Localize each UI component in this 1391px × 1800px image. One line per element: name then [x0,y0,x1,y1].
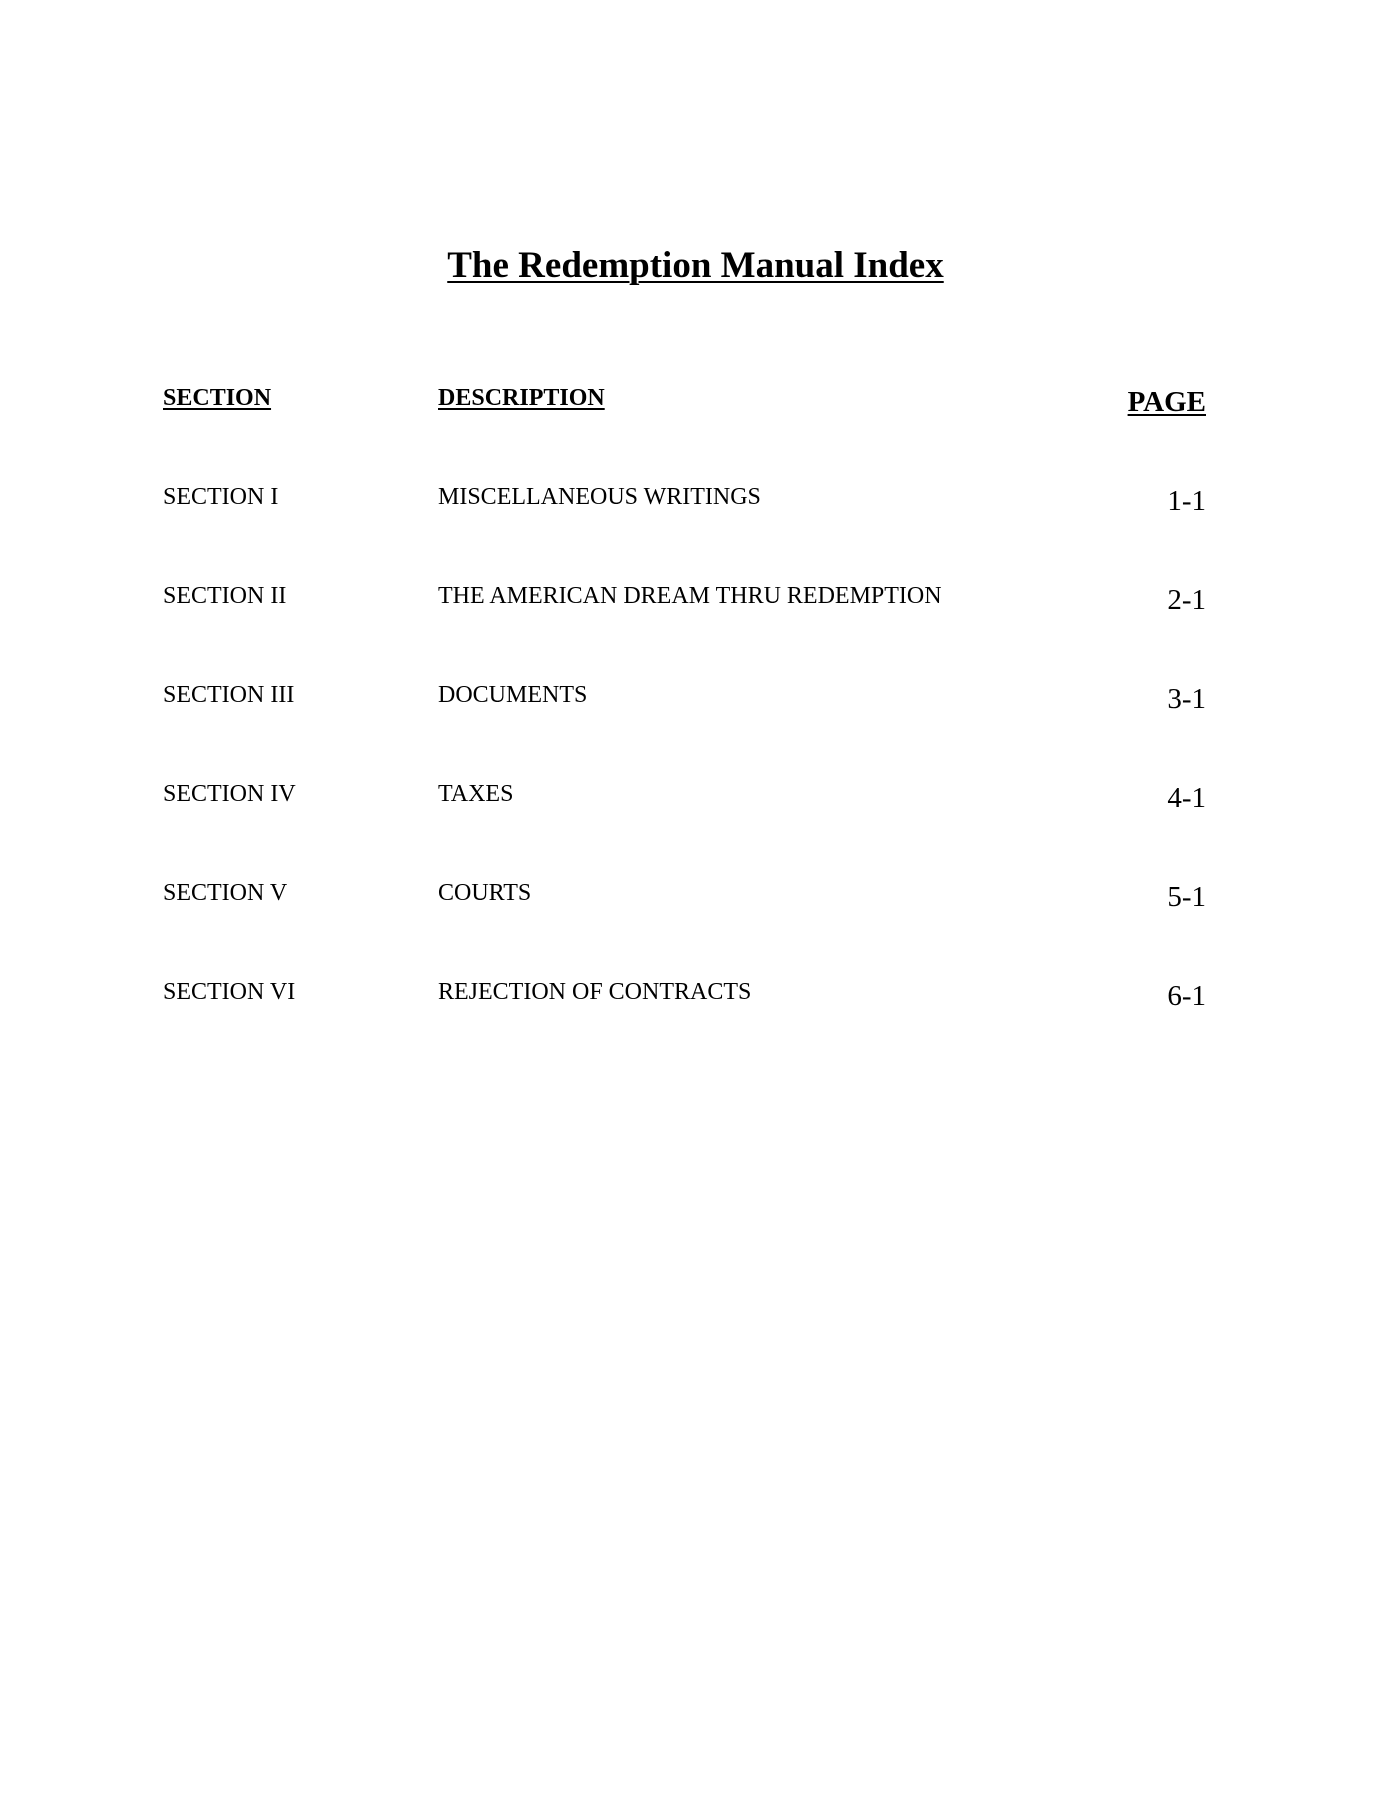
section-number: SECTION II [163,583,287,609]
section-number: SECTION IV [163,781,296,807]
section-description: THE AMERICAN DREAM THRU REDEMPTION [438,583,942,609]
index-row [0,977,1391,1017]
page-number: 6-1 [1167,980,1206,1012]
page-number: 4-1 [1167,782,1206,814]
section-description: COURTS [438,880,532,906]
page-number: 5-1 [1167,881,1206,913]
section-description: MISCELLANEOUS WRITINGS [438,484,761,510]
page-number: 3-1 [1167,683,1206,715]
section-description: DOCUMENTS [438,682,588,708]
section-number: SECTION I [163,484,279,510]
section-description: REJECTION OF CONTRACTS [438,979,752,1005]
index-row [0,482,1391,522]
section-description: TAXES [438,781,514,807]
column-header-section: SECTION [163,385,272,411]
page-number: 1-1 [1167,485,1206,517]
page-number: 2-1 [1167,584,1206,616]
index-row [0,680,1391,720]
section-number: SECTION V [163,880,288,906]
column-header-description: DESCRIPTION [438,385,605,411]
index-row [0,878,1391,918]
index-row [0,779,1391,819]
column-header-page: PAGE [1127,386,1206,418]
page-title-container [0,244,1391,288]
section-number: SECTION VI [163,979,296,1005]
index-row [0,581,1391,621]
section-number: SECTION III [163,682,295,708]
page-title: The Redemption Manual Index [447,245,944,286]
